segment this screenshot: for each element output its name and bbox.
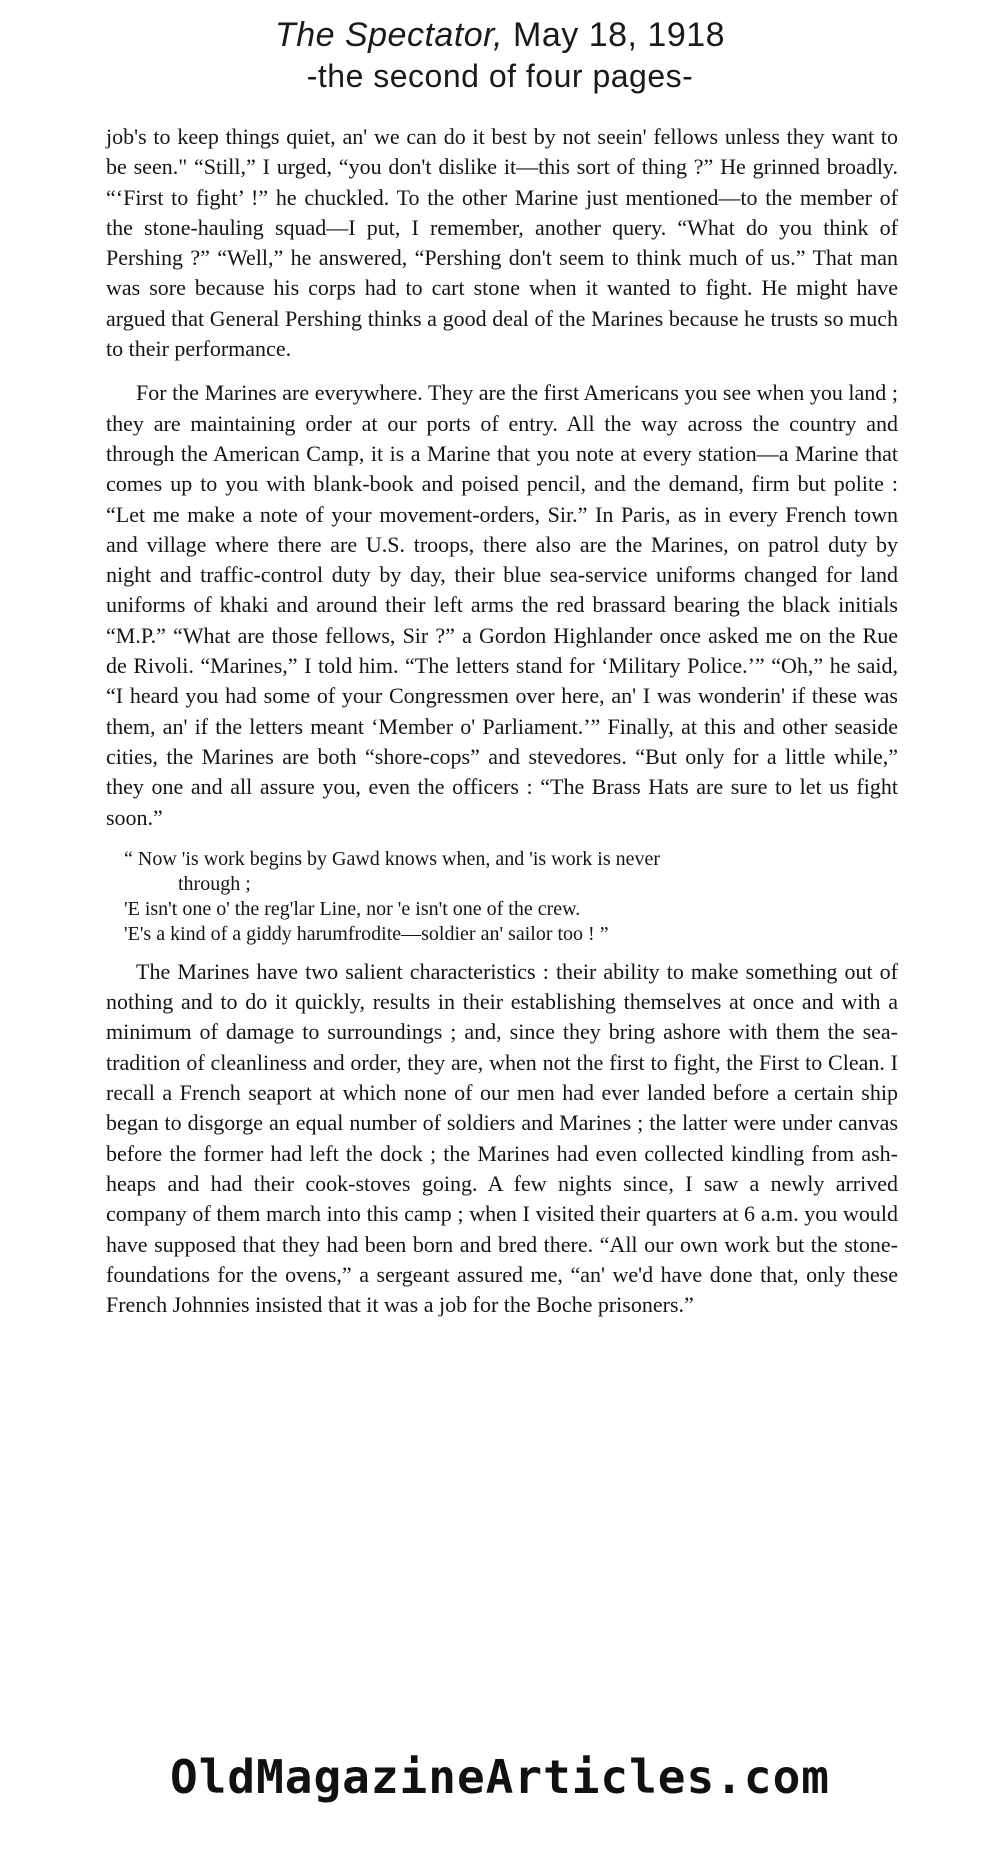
site-watermark: OldMagazineArticles.com [170,1750,830,1804]
verse-line: 'E's a kind of a giddy harumfrodite—soldier an' sailor too ! ” [124,922,609,945]
verse-line: “ Now 'is work begins by Gawd knows when, and 'is work is never [124,847,661,870]
article-body [106,122,898,1334]
page-subtitle: -the second of four pages- [306,58,694,94]
article-paragraph: job's to keep things quiet, an' we can do it best by not seein' fellows unless they want to be seen." “Still,” I urged, “you don't dislike it—this sort of thing ?” He grinned broadly. “‘First to fight’ !” he chuckled. To the other Marine just mentioned—to the member of the stone-hauling squad—I put, I remember, another query. “What do you think of Pershing ?” “Well,” he answered, “Pershing don't seem to think much of us.” That man was sore because his corps had to cart stone when it wanted to fight. He might have argued that General Pershing thinks a good deal of the Marines because he trusts so much to their performance. [106,124,898,362]
verse-line: 'E isn't one o' the reg'lar Line, nor 'e isn't one of the crew. [124,897,581,920]
publication-name: The Spectator, [274,16,504,54]
verse-line: through ; [178,872,251,895]
article-paragraph: The Marines have two salient characteristics : their ability to make something out of nothing and to do it quickly, results in their establishing themselves at once and with a minimum of damage to surroundings ; and, since they bring ashore with them the sea-tradition of cleanliness and order, they are, when not the first to fight, the First to Clean. I recall a French seaport at which none of our men had ever landed before a certain ship began to disgorge an equal number of soldiers and Marines ; the latter were under canvas before the former had left the dock ; the Marines had even collected kindling from ash-heaps and had their cook-stoves going. A few nights since, I saw a newly arrived company of them march into this camp ; when I visited their quarters at 6 a.m. you would have supposed that they had been born and bred there. “All our own work but the stone-foundations for the ovens,” a sergeant assured me, “an' we'd have done that, only these French Johnnies insisted that it was a job for the Boche prisoners.” [106,958,898,1318]
page-header [0,14,1000,96]
publication-date: May 18, 1918 [513,16,726,54]
verse-quote [106,847,898,947]
header-title-line [0,14,1000,56]
article-paragraph: For the Marines are everywhere. They are the first Americans you see when you land ; they are maintaining order at our ports of entry. All the way across the country and through the American Camp, it is a Marine that you note at every station—a Marine that comes up to you with blank-book and poised pencil, and the demand, firm but polite : “Let me make a note of your movement-orders, Sir.” In Paris, as in every French town and village where there are U.S. troops, there also are the Marines, on patrol duty by night and traffic-control duty by day, their blue sea-service uniforms changed for land uniforms of khaki and around their left arms the red brassard bearing the black initials “M.P.” “What are those fellows, Sir ?” a Gordon Highlander once asked me on the Rue de Rivoli. “Marines,” I told him. “The letters stand for ‘Military Police.’” “Oh,” he said, “I heard you had some of your Congressmen over here, an' I was wonderin' if these was them, an' if the letters meant ‘Member o' Parliament.’” Finally, at this and other seaside cities, the Marines are both “shore-cops” and stevedores. “But only for a little while,” they one and all assure you, even the officers : “The Brass Hats are sure to let us fight soon.” [106,380,898,830]
